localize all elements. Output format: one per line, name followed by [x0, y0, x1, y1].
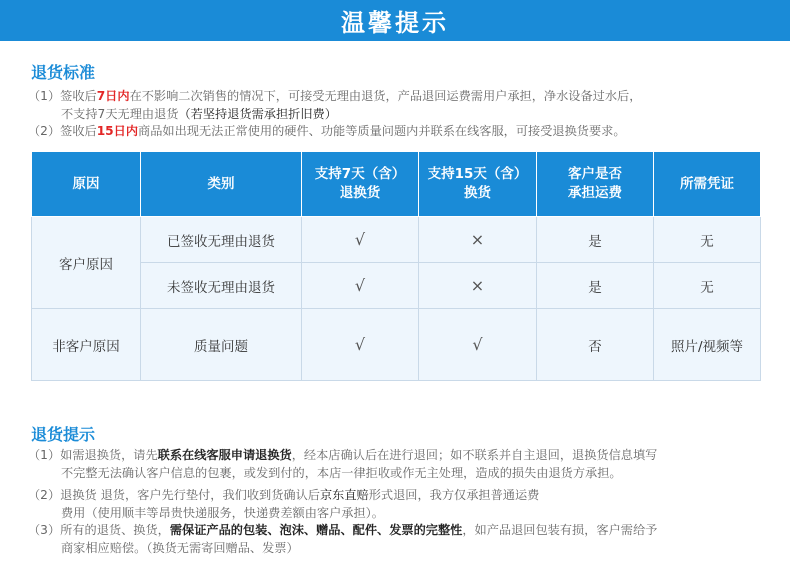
text: 换货: [464, 185, 491, 201]
text: （1）签收后: [28, 89, 97, 103]
tips-item-2: [28, 486, 768, 522]
return-policy-table: [31, 151, 761, 381]
header-reason: 原因: [32, 152, 141, 217]
tips-item-3: [28, 521, 768, 557]
standard-item-1: [28, 87, 768, 123]
header-category: 类别: [141, 152, 302, 217]
page-title: 温馨提示: [341, 9, 449, 37]
text: （3）所有的退货、换货，: [28, 523, 170, 537]
table-row: [32, 217, 761, 263]
cell-category: 质量问题: [141, 309, 302, 381]
highlight-days: 15日内: [96, 124, 139, 138]
text: 支持15天（含）: [427, 166, 528, 182]
text: ，经本店确认后在进行退回；如不联系并自主退回，退换货信息填写: [291, 448, 658, 462]
cell-voucher: 无: [654, 217, 761, 263]
text: （2）退换货 退货，客户先行垫付，我们收到货确认后: [28, 488, 320, 502]
text: 承担运费: [568, 185, 622, 201]
return-standard-title: 退货标准: [31, 63, 96, 82]
jd-direct-note: 京东直赔: [319, 488, 369, 502]
table-row: [32, 309, 761, 381]
contact-service-note: 联系在线客服申请退换货: [157, 448, 292, 462]
tips-item-1: [28, 446, 768, 482]
header-seven-day: [302, 152, 419, 217]
cell-voucher: 照片/视频等: [654, 309, 761, 381]
text: 形式退回，我方仅承担普通运费: [368, 488, 540, 502]
header-banner: [0, 0, 790, 41]
header-voucher: 所需凭证: [654, 152, 761, 217]
text: （2）签收后: [28, 124, 97, 138]
cell-freight: 是: [537, 217, 654, 263]
cell-fifteen-day: ×: [419, 263, 537, 309]
cell-seven-day: √: [302, 309, 419, 381]
packaging-integrity-note: 需保证产品的包装、泡沫、赠品、配件、发票的完整性: [169, 523, 463, 537]
cell-category: 未签收无理由退货: [141, 263, 302, 309]
cell-seven-day: √: [302, 217, 419, 263]
cell-freight: 否: [537, 309, 654, 381]
cell-reason: 客户原因: [32, 217, 141, 309]
cell-freight: 是: [537, 263, 654, 309]
text: 不完整无法确认客户信息的包裹，或发到付的，本店一律拒收或作无主处理，造成的损失由退货方承担。: [61, 466, 622, 480]
cell-fifteen-day: ×: [419, 217, 537, 263]
header-fifteen-day: [419, 152, 537, 217]
text: 商品如出现无法正常使用的硬件、功能等质量问题内并联系在线客服，可接受退换货要求。: [138, 124, 626, 138]
text: 不支持7天无理由退货: [61, 107, 179, 121]
highlight-days: 7日内: [96, 89, 130, 103]
cell-fifteen-day: √: [419, 309, 537, 381]
depreciation-note: （若坚持退货需承担折旧费）: [178, 107, 337, 121]
cell-voucher: 无: [654, 263, 761, 309]
cell-seven-day: √: [302, 263, 419, 309]
return-tips-title: 退货提示: [31, 425, 96, 444]
table-row: [32, 263, 761, 309]
text: 在不影响二次销售的情况下，可接受无理由退货，产品退回运费需用户承担，净水设备过水后，: [129, 89, 642, 103]
table-header-row: [32, 152, 761, 217]
text: 支持7天（含）: [314, 166, 406, 182]
header-freight: [537, 152, 654, 217]
text: 客户是否: [568, 166, 622, 182]
text: 退换货: [339, 185, 381, 201]
text: （1）如需退换货，请先: [28, 448, 158, 462]
text: ，如产品退回包装有损，客户需给予: [462, 523, 658, 537]
text: 商家相应赔偿。（换货无需寄回赠品、发票）: [61, 541, 299, 555]
cell-category: 已签收无理由退货: [141, 217, 302, 263]
standard-item-2: [28, 122, 768, 140]
cell-reason: 非客户原因: [32, 309, 141, 381]
text: 费用（使用顺丰等昂贵快递服务，快递费差额由客户承担）。: [61, 506, 384, 520]
